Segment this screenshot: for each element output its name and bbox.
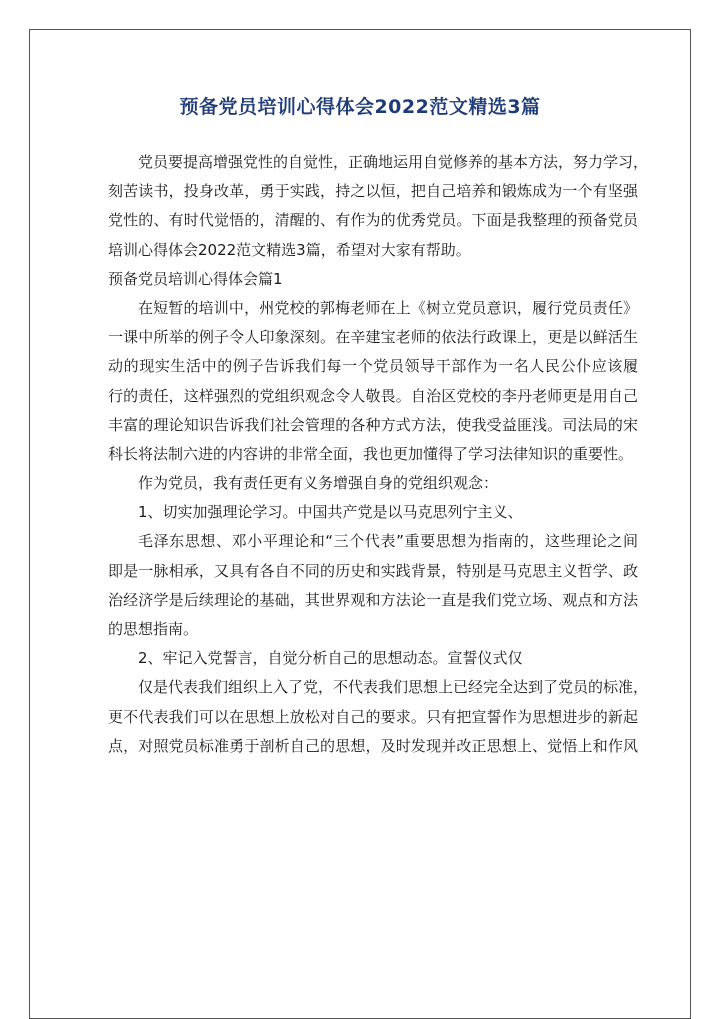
text-line: 作为党员，我有责任更有义务增强自身的党组织观念： [138,474,499,493]
text-line: 1、切实加强理论学习。中国共产党是以马克思列宁主义、 [138,503,523,522]
text-line: 科长将法制六进的内容讲的非常全面，我也更加懂得了学习法律知识的重要性。 [108,444,634,463]
text-line: 的思想指南。 [108,620,199,638]
text-line: 仅是代表我们组织上入了党，不代表我们思想上已经完全达到了党员的标准， [138,678,649,697]
text-line: 党性的、有时代觉悟的，清醒的、有作为的优秀党员。下面是我整理的预备党员 [108,211,638,230]
text-line: 行的责任，这样强烈的党组织观念令人敬畏。自治区党校的李丹老师更是用自己 [108,386,638,405]
text-line: 党员要提高增强党性的自觉性，正确地运用自觉修养的基本方法，努力学习， [138,153,649,171]
text-line: 点，对照党员标准勇于剖析自己的思想，及时发现并改正思想上、觉悟上和作风 [108,736,638,755]
text-line: 2、牢记入党誓言，自觉分析自己的思想动态。宣誓仪式仅 [138,649,523,668]
text-line: 刻苦读书，投身改革，勇于实践，持之以恒，把自己培养和锻炼成为一个有坚强 [108,182,638,201]
text-line: 预备党员培训心得体会篇1 [108,269,283,288]
text-line: 毛泽东思想、邓小平理论和“三个代表”重要思想为指南的，这些理论之间 [138,532,638,551]
text-line: 一课中所举的例子令人印象深刻。在辛建宝老师的依法行政课上，更是以鲜活生 [108,328,638,347]
document-body [108,148,649,761]
text-line: 即是一脉相承，又具有各自不同的历史和实践背景，特别是马克思主义哲学、政 [108,561,638,580]
text-line: 丰富的理论知识告诉我们社会管理的各种方式方法，使我受益匪浅。司法局的宋 [108,415,638,434]
text-line: 更不代表我们可以在思想上放松对自己的要求。只有把宣誓作为思想进步的新起 [108,707,638,726]
text-line: 治经济学是后续理论的基础，其世界观和方法论一直是我们党立场、观点和方法 [108,590,638,609]
document-title: 预备党员培训心得体会2022范文精选3篇 [179,96,541,118]
text-line: 培训心得体会2022范文精选3篇，希望对大家有帮助。 [108,240,471,259]
text-line: 动的现实生活中的例子告诉我们每一个党员领导干部作为一名人民公仆应该履 [108,357,638,376]
text-line: 在短暂的培训中，州党校的郭梅老师在上《树立党员意识，履行党员责任》 [138,298,638,317]
